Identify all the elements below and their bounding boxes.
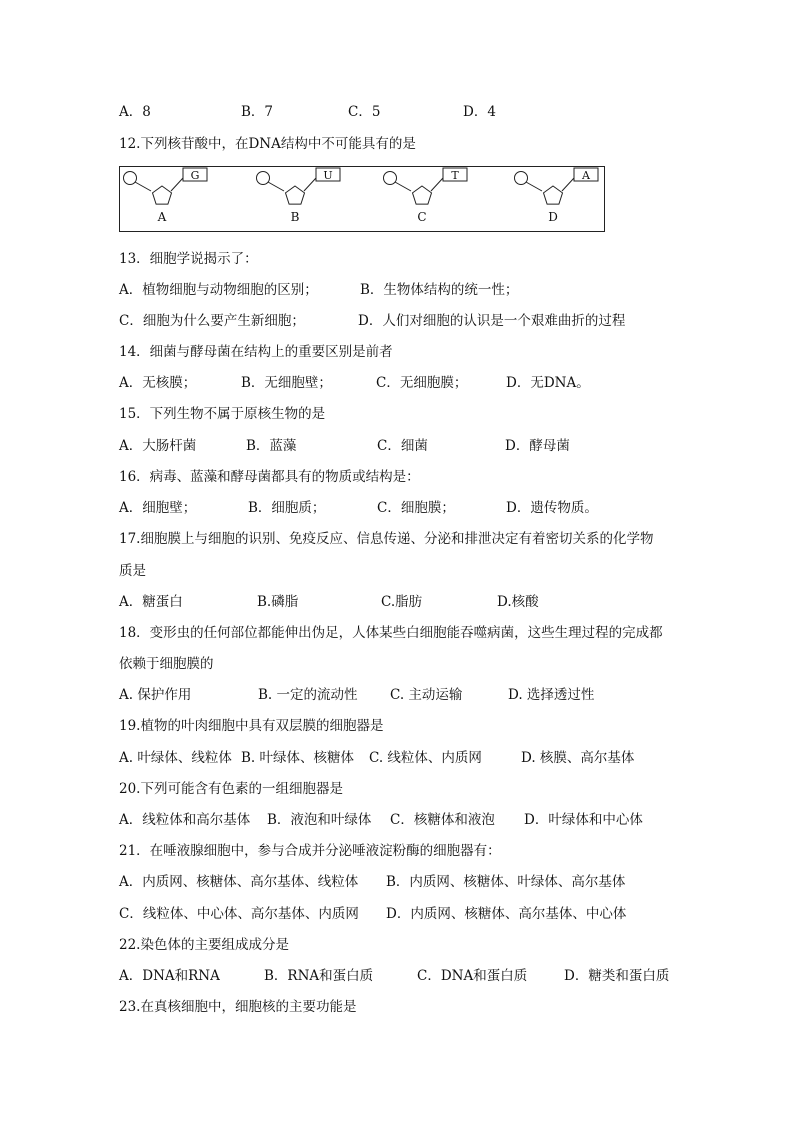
q23-stem: 23.在真核细胞中，细胞核的主要功能是 (119, 999, 357, 1015)
base-letter: A (582, 169, 590, 182)
pentose-pentagon (153, 186, 172, 204)
phosphate-bond (395, 182, 411, 191)
q14-option-b: B．无细胞壁； (241, 375, 332, 391)
q13-option-a: A．植物细胞与动物细胞的区别； (119, 282, 318, 298)
q13-option-d: D．人们对细胞的认识是一个艰难曲折的过程 (358, 313, 626, 329)
q11-option-c: C．5 (348, 104, 381, 120)
base-letter: U (323, 169, 333, 182)
q20-option-c: C．核糖体和液泡 (390, 812, 495, 828)
q15-option-d: D．酵母菌 (505, 438, 570, 454)
nucleotide-label: D (548, 210, 558, 224)
q15-stem: 15．下列生物不属于原核生物的是 (119, 406, 326, 422)
q16-stem: 16．病毒、蓝藻和酵母菌都具有的物质或结构是： (119, 469, 420, 485)
nucleotide-c (384, 168, 468, 224)
q13-stem: 13．细胞学说揭示了： (119, 251, 258, 267)
phosphate-circle (515, 172, 528, 185)
q21-option-a: A．内质网、核糖体、高尔基体、线粒体 (119, 874, 359, 890)
base-bond (431, 178, 443, 191)
q19-option-a: A. 叶绿体、线粒体 (119, 750, 232, 766)
nucleotide-b (257, 168, 341, 224)
pentose-pentagon (544, 186, 563, 204)
q16-option-c: C．细胞膜； (377, 500, 455, 516)
pentose-pentagon (286, 186, 305, 204)
q18-option-b: B. 一定的流动性 (258, 687, 358, 703)
q20-option-b: B．液泡和叶绿体 (267, 812, 372, 828)
q16-option-d: D．遗传物质。 (506, 500, 598, 516)
q12-stem: 12.下列核苷酸中，在DNA结构中不可能具有的是 (119, 136, 416, 152)
q22-stem: 22.染色体的主要组成成分是 (119, 937, 289, 953)
phosphate-circle (384, 172, 397, 185)
q13-option-b: B．生物体结构的统一性； (360, 282, 519, 298)
q21-option-b: B．内质网、核糖体、叶绿体、高尔基体 (386, 874, 626, 890)
q17-option-b: B.磷脂 (257, 594, 299, 610)
nucleotide-figure (119, 166, 605, 232)
q16-option-a: A．细胞壁； (119, 500, 197, 516)
q20-option-a: A．线粒体和高尔基体 (119, 812, 251, 828)
q16-option-b: B．细胞质； (248, 500, 326, 516)
q17-option-c: C.脂肪 (381, 594, 423, 610)
q22-option-d: D．糖类和蛋白质 (564, 968, 670, 984)
pentose-pentagon (413, 186, 432, 204)
base-bond (562, 178, 574, 191)
q18-option-d: D. 选择透过性 (508, 687, 595, 703)
q18-stem-line1: 18．变形虫的任何部位都能伸出伪足，人体某些白细胞能吞噬病菌，这些生理过程的完成都 (119, 625, 663, 641)
phosphate-bond (268, 182, 284, 191)
q17-stem-line2: 质是 (119, 563, 146, 579)
q20-option-d: D．叶绿体和中心体 (524, 812, 643, 828)
q17-option-a: A．糖蛋白 (119, 594, 183, 610)
q15-option-a: A．大肠杆菌 (119, 438, 197, 454)
q20-stem: 20.下列可能含有色素的一组细胞器是 (119, 781, 343, 797)
base-bond (171, 178, 183, 191)
base-letter: T (451, 169, 459, 182)
nucleotide-label: B (290, 210, 300, 224)
q15-option-c: C．细菌 (377, 438, 428, 454)
nucleotide-a (124, 168, 208, 224)
q14-option-c: C．无细胞膜； (376, 375, 468, 391)
q17-stem-line1: 17.细胞膜上与细胞的识别、免疫反应、信息传递、分泌和排泄决定有着密切关系的化学物 (119, 531, 654, 547)
q18-option-c: C. 主动运输 (390, 687, 463, 703)
q14-stem: 14．细菌与酵母菌在结构上的重要区别是前者 (119, 344, 393, 360)
base-bond (304, 178, 316, 191)
q15-option-b: B．蓝藻 (246, 438, 297, 454)
q22-option-a: A．DNA和RNA (119, 968, 220, 984)
q14-option-a: A．无核膜； (119, 375, 197, 391)
q14-option-d: D．无DNA。 (506, 375, 590, 391)
q18-stem-line2: 依赖于细胞膜的 (119, 656, 214, 672)
nucleotide-label: C (417, 210, 427, 224)
q13-option-c: C．细胞为什么要产生新细胞； (119, 313, 305, 329)
nucleotide-label: A (157, 210, 167, 224)
q19-option-c: C. 线粒体、内质网 (369, 750, 482, 766)
q19-option-b: B. 叶绿体、核糖体 (241, 750, 355, 766)
phosphate-bond (526, 182, 542, 191)
q11-option-a: A．8 (119, 104, 151, 120)
q21-option-d: D．内质网、核糖体、高尔基体、中心体 (386, 906, 627, 922)
q18-option-a: A. 保护作用 (119, 687, 192, 703)
base-letter: G (190, 169, 200, 182)
q21-option-c: C．线粒体、中心体、高尔基体、内质网 (119, 906, 359, 922)
phosphate-circle (124, 172, 137, 185)
phosphate-circle (257, 172, 270, 185)
q22-option-c: C．DNA和蛋白质 (417, 968, 528, 984)
q19-option-d: D. 核膜、高尔基体 (521, 750, 635, 766)
nucleotide-d (515, 168, 599, 224)
q11-option-b: B．7 (241, 104, 274, 120)
q21-stem: 21．在唾液腺细胞中，参与合成并分泌唾液淀粉酶的细胞器有： (119, 843, 501, 859)
phosphate-bond (135, 182, 151, 191)
q22-option-b: B．RNA和蛋白质 (264, 968, 374, 984)
q11-option-d: D．4 (463, 104, 496, 120)
nucleotide-diagram (120, 167, 606, 233)
q17-option-d: D.核酸 (497, 594, 539, 610)
q19-stem: 19.植物的叶肉细胞中具有双层膜的细胞器是 (119, 718, 384, 734)
